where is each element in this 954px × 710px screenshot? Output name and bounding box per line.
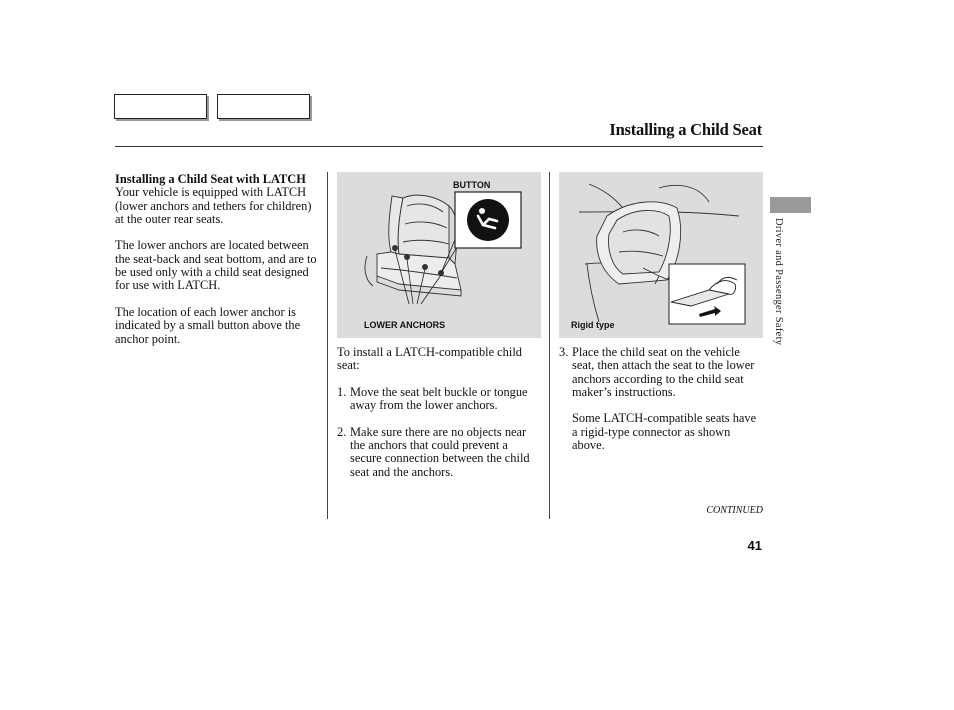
middle-column: [337, 346, 542, 492]
rear-seat-illustration: [337, 172, 541, 338]
page-title: Installing a Child Seat: [609, 120, 762, 139]
step-1: [337, 386, 542, 413]
step-text: Move the seat belt buckle or tongue away from the lower anchors.: [350, 384, 528, 413]
rigid-connector-illustration: [559, 172, 763, 338]
step-3: [559, 346, 763, 399]
step-number: 2.: [337, 424, 347, 439]
intro-text: To install a LATCH-compatible child seat:: [337, 345, 522, 373]
paragraph-1: Your vehicle is equipped with LATCH (lower anchors and tethers for children) at the outer rear seats.: [115, 185, 312, 226]
step-number: 1.: [337, 384, 347, 399]
step-2: [337, 426, 542, 479]
rigid-note: Some LATCH-compatible seats have a rigid-type connector as shown above.: [572, 411, 757, 453]
paragraph-3: The location of each lower anchor is indicated by a small button above the anchor point.: [115, 304, 301, 346]
column-divider-1: [327, 172, 328, 519]
section-tab-marker[interactable]: [770, 197, 811, 213]
button-label: BUTTON: [453, 180, 491, 190]
rigid-type-caption: Rigid type: [571, 320, 615, 330]
paragraph-2: The lower anchors are located between the seat-back and seat bottom, and are to be used only with a child seat designed for use with LATCH.: [115, 238, 317, 293]
left-column: [115, 173, 321, 359]
column-divider-2: [549, 172, 550, 519]
lower-anchors-label: LOWER ANCHORS: [364, 320, 446, 330]
right-column: [559, 346, 763, 466]
section-heading: Installing a Child Seat with LATCH: [115, 172, 306, 186]
header-rule: [115, 146, 763, 147]
section-tab-label: Driver and Passenger Safety: [773, 218, 784, 346]
step-text: Place the child seat on the vehicle seat, then attach the seat to the lower anchors according to the child seat maker’s instructions.: [572, 345, 755, 399]
nav-box-left[interactable]: [114, 94, 207, 119]
step-text: Make sure there are no objects near the anchors that could prevent a secure connection between the child seat and the anchors.: [350, 424, 530, 479]
nav-box-right[interactable]: [217, 94, 310, 119]
figure-rigid-type: [559, 172, 763, 338]
continued-label: CONTINUED: [706, 505, 763, 516]
step-number: 3.: [559, 345, 569, 359]
figure-lower-anchors: [337, 172, 541, 338]
page-number: 41: [747, 538, 762, 553]
